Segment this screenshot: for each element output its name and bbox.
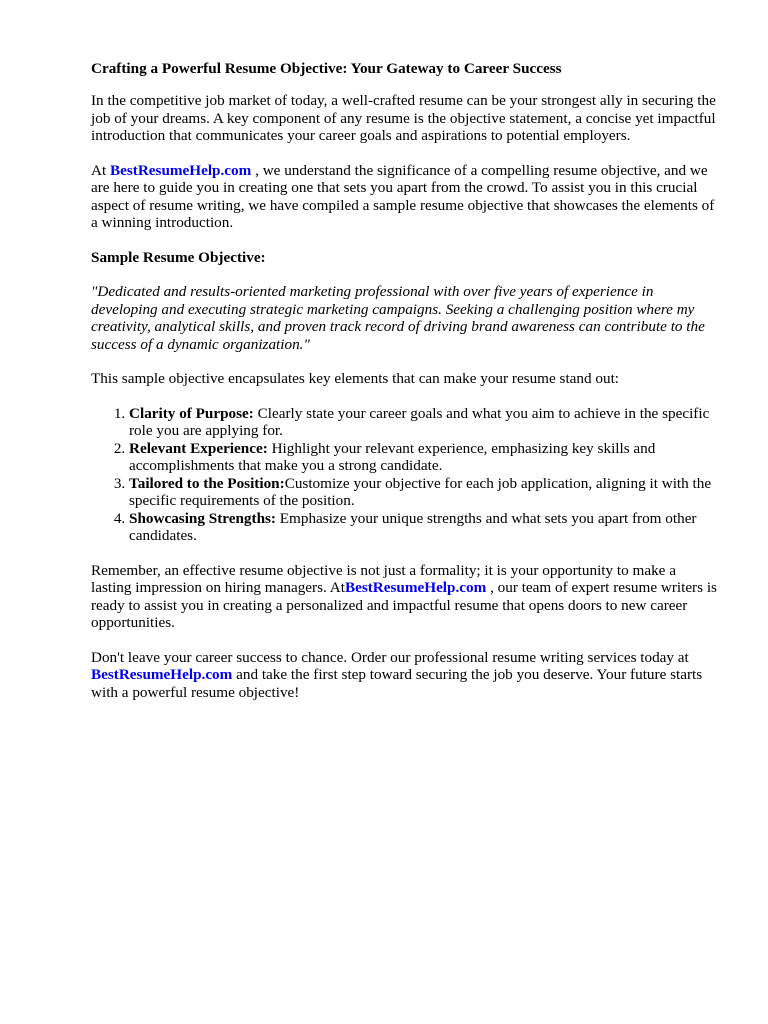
elements-intro-paragraph: This sample objective encapsulates key elements that can make your resume stand out: bbox=[91, 370, 620, 387]
document-title: Crafting a Powerful Resume Objective: Your Gateway to Career Success bbox=[91, 60, 562, 77]
final-paragraph bbox=[91, 649, 718, 702]
list-item-title: Tailored to the Position: bbox=[129, 474, 285, 492]
bestresumehelp-link[interactable]: BestResumeHelp.com bbox=[344, 579, 487, 596]
about-paragraph bbox=[91, 162, 718, 232]
about-rest-text: , we understand the significance of a compelling resume objective, and we are here to guide you in creating one that sets you apart from the crowd. To assist you in this crucial aspect of resume writing, we have compiled a sample resume objective that showcases the elements of a winning introduction. bbox=[91, 161, 715, 231]
list-item bbox=[129, 440, 718, 475]
list-item-title: Showcasing Strengths: bbox=[129, 509, 276, 527]
list-item-text: Clearly state your career goals and what you aim to achieve in the specific role you are applying for. bbox=[129, 404, 710, 439]
list-item-text: Emphasize your unique strengths and what sets you apart from other candidates. bbox=[129, 509, 697, 544]
list-item bbox=[129, 510, 718, 545]
intro-paragraph: In the competitive job market of today, a well-crafted resume can be your strongest ally in securing the job of your dreams. A key component of any resume is the objective statement, a concise yet impactful introduction that communicates your career goals and aspirations to potential employers. bbox=[91, 92, 716, 144]
remember-paragraph bbox=[91, 562, 718, 632]
remember-lead-text: Remember, an effective resume objective is not just a formality; it is your opportunity to make a lasting impression on hiring managers. At bbox=[91, 561, 676, 596]
list-item bbox=[129, 475, 718, 510]
bestresumehelp-link[interactable]: BestResumeHelp.com bbox=[91, 666, 233, 683]
list-item-text: Highlight your relevant experience, emphasizing key skills and accomplishments that make you a strong candidate. bbox=[129, 439, 656, 474]
list-item-title: Relevant Experience: bbox=[129, 439, 268, 457]
about-lead-text: At bbox=[91, 161, 110, 179]
list-item-title: Clarity of Purpose: bbox=[129, 404, 254, 422]
list-item-text: Customize your objective for each job application, aligning it with the specific requirements of the position. bbox=[129, 474, 712, 509]
remember-rest-text: , our team of expert resume writers is ready to assist you in creating a personalized and impactful resume that opens doors to new career opportunities. bbox=[91, 579, 717, 631]
final-lead-text: Don't leave your career success to chance. Order our professional resume writing services today at bbox=[91, 648, 689, 666]
final-rest-text: and take the first step toward securing the job you deserve. Your future starts with a powerful resume objective! bbox=[91, 666, 703, 701]
key-elements-list bbox=[91, 405, 718, 545]
sample-objective-quote: "Dedicated and results-oriented marketing professional with over five years of experience in developing and executing strategic marketing campaigns. Seeking a challenging position where my creativity, analytical skills, and proven track record of driving brand awareness can contribute to the success of a dynamic organization." bbox=[91, 283, 705, 353]
bestresumehelp-link[interactable]: BestResumeHelp.com bbox=[109, 161, 252, 179]
sample-heading: Sample Resume Objective: bbox=[91, 248, 266, 266]
list-item bbox=[129, 405, 718, 440]
